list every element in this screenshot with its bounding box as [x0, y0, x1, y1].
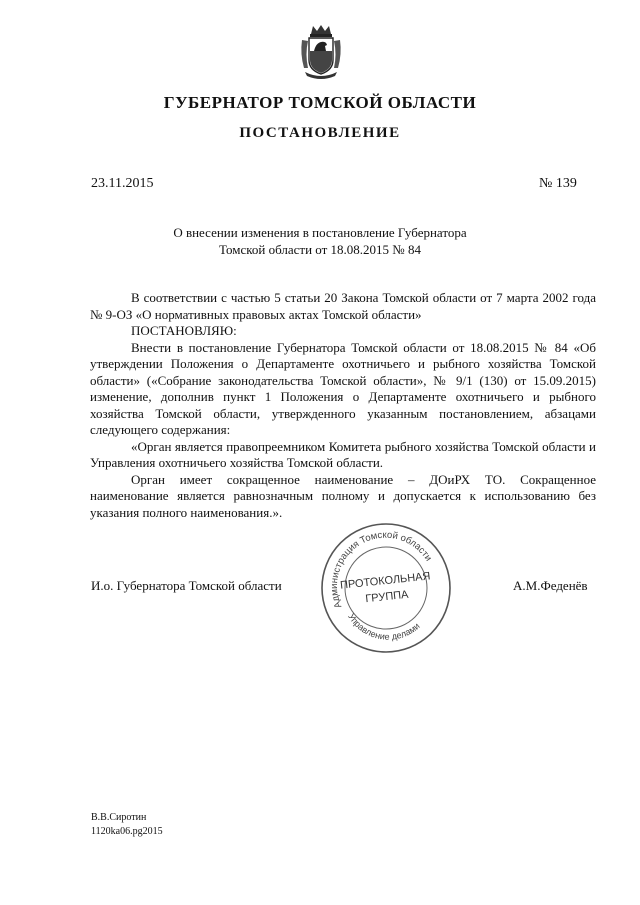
document-date: 23.11.2015 — [91, 176, 154, 191]
issuing-authority: ГУБЕРНАТОР ТОМСКОЙ ОБЛАСТИ — [163, 93, 477, 112]
signatory-name: А.М.Феденёв — [513, 578, 588, 593]
file-reference: 1120ka06.pg2015 — [91, 826, 163, 837]
subject-line-1: О внесении изменения в постановление Губернатора — [173, 225, 467, 240]
stamp-ring-bottom: Управление делами — [346, 611, 422, 642]
document-number: № 139 — [539, 176, 577, 191]
official-stamp — [318, 520, 454, 656]
document-body — [90, 290, 596, 521]
decree-word: ПОСТАНОВЛЯЮ: — [131, 323, 237, 338]
stamp-center-line-2: ГРУППА — [364, 588, 410, 606]
document-type: ПОСТАНОВЛЕНИЕ — [239, 125, 401, 141]
coat-of-arms-icon — [299, 24, 343, 82]
document-subject — [150, 224, 490, 258]
stamp-center-line-1: ПРОТОКОЛЬНАЯ — [339, 570, 432, 592]
signatory-position: И.о. Губернатора Томской области — [91, 578, 282, 593]
subject-line-2: Томской области от 18.08.2015 № 84 — [219, 242, 421, 257]
preamble-paragraph: В соответствии с частью 5 статьи 20 Закона Томской области от 7 марта 2002 года № 9-ОЗ «О нормативных правовых актах Томской области» — [90, 290, 596, 322]
amendment-paragraph: Внести в постановление Губернатора Томской области от 18.08.2015 № 84 «Об утверждении Положения о Департаменте охотничьего и рыбного хозяйства Томской области» («Собрание законодательства Томской области», № 9/1 (130) от 15.09.2015) изменение, дополнив пункт 1 Положения о Департаменте охотничьего и рыбного хозяйства Томской области, утвержденного указанным постановлением, абзацами следующего содержания: — [90, 339, 596, 437]
stamp-ring-top: Администрация Томской области — [329, 529, 434, 610]
quoted-paragraph-1: «Орган является правопреемником Комитета рыбного хозяйства Томской области и Управления охотничьего хозяйства Томской области. — [90, 438, 596, 470]
executor-name: В.В.Сиротин — [91, 812, 147, 823]
quoted-paragraph-2: Орган имеет сокращенное наименование – ДОиРХ ТО. Сокращенное наименование является равнозначным полному и допускается к использованию без указания полного наименования.». — [90, 471, 596, 520]
svg-text:Управление делами — [346, 612, 421, 642]
